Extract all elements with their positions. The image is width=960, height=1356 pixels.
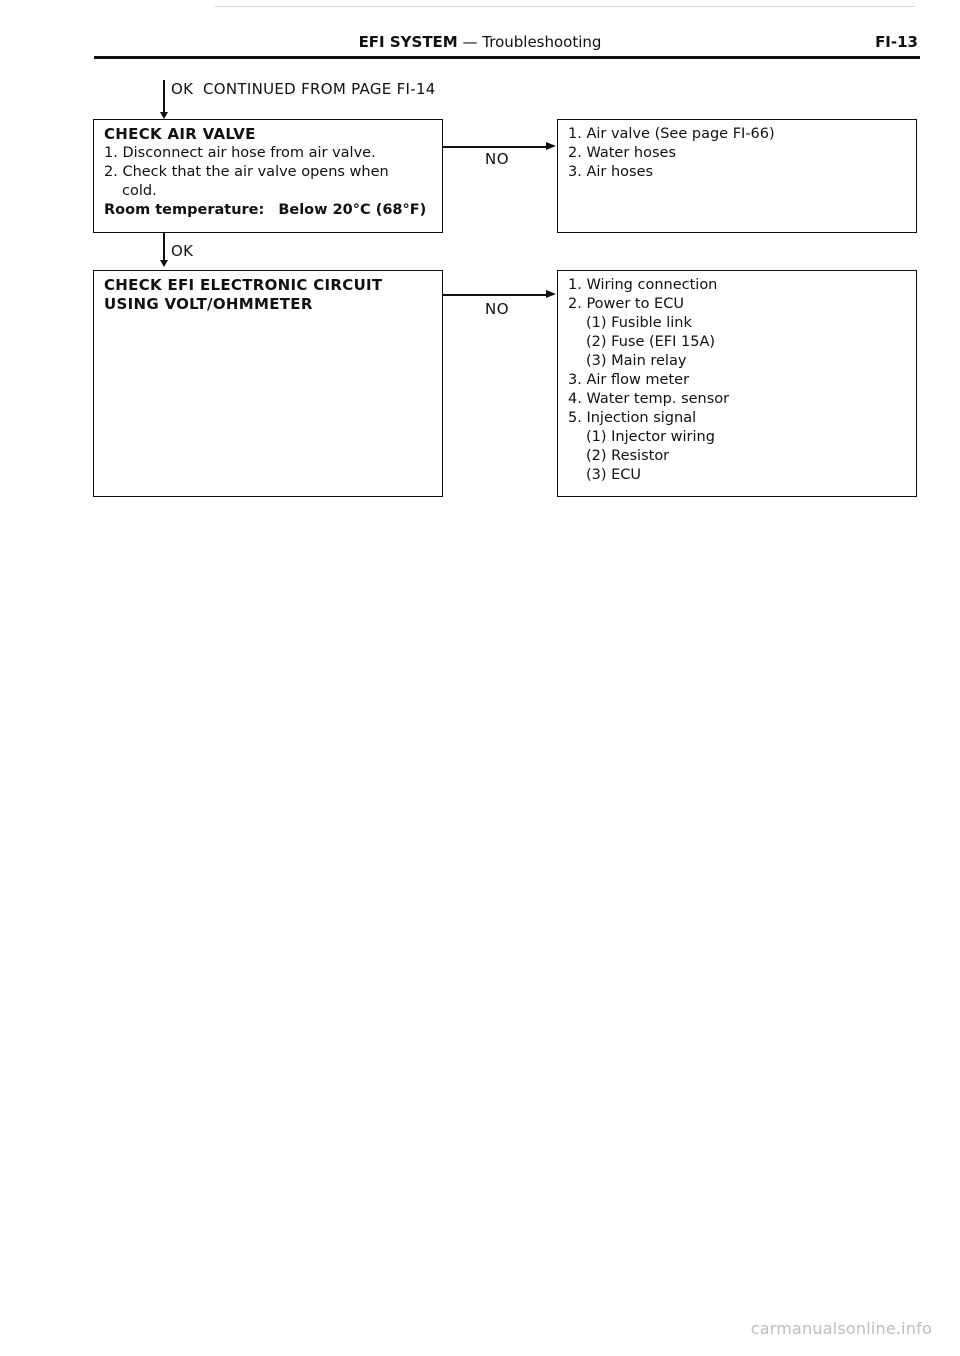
list-item: 1. Air valve (See page FI-66): [568, 126, 775, 142]
efi-circuit-title-2: USING VOLT/OHMMETER: [104, 295, 313, 313]
header-title-bold: EFI SYSTEM: [358, 33, 458, 51]
check-air-valve-box: [93, 119, 443, 233]
list-item: 1. Wiring connection: [568, 277, 718, 293]
no-label-2: NO: [485, 300, 510, 318]
continued-from-text: CONTINUED FROM PAGE FI-14: [203, 80, 436, 98]
air-valve-causes-box: [557, 119, 917, 233]
no-connector-line-2: [443, 294, 547, 296]
spec-value: Below 20°C (68°F): [278, 202, 427, 218]
arrow-right-icon: [546, 290, 556, 298]
no-label-1: NO: [485, 150, 510, 168]
arrow-right-icon: [546, 142, 556, 150]
list-item: 2. Power to ECU: [568, 296, 684, 312]
air-valve-step-2: 2. Check that the air valve opens when: [104, 164, 389, 180]
list-item: 3. Air flow meter: [568, 372, 690, 388]
scan-edge-line: [215, 6, 915, 7]
list-item: (2) Fuse (EFI 15A): [586, 334, 716, 350]
air-valve-step-2-cont: cold.: [122, 183, 157, 199]
list-item: (3) ECU: [586, 467, 642, 483]
efi-causes-box: [557, 270, 917, 497]
list-item: 5. Injection signal: [568, 410, 697, 426]
arrow-down-icon: [160, 260, 168, 267]
page-header-title: [0, 33, 960, 51]
list-item: (2) Resistor: [586, 448, 670, 464]
ok-connector-line: [163, 233, 165, 260]
list-item: 2. Water hoses: [568, 145, 677, 161]
step1-ok-label: OK: [171, 242, 194, 260]
efi-circuit-title-1: CHECK EFI ELECTRONIC CIRCUIT: [104, 276, 383, 294]
list-item: 3. Air hoses: [568, 164, 654, 180]
arrow-down-icon: [160, 112, 168, 119]
spec-label: Room temperature:: [104, 202, 265, 218]
air-valve-spec: [104, 201, 432, 220]
air-valve-step-1: 1. Disconnect air hose from air valve.: [104, 145, 376, 161]
page-number: FI-13: [875, 33, 918, 51]
watermark-text: carmanualsonline.info: [750, 1319, 932, 1338]
check-efi-circuit-box: [93, 270, 443, 497]
list-item: (1) Injector wiring: [586, 429, 715, 445]
no-connector-line-1: [443, 146, 547, 148]
header-title-rest: — Troubleshooting: [457, 33, 602, 51]
check-air-valve-title: CHECK AIR VALVE: [104, 125, 256, 143]
list-item: (3) Main relay: [586, 353, 687, 369]
continued-ok-label: OK: [171, 80, 194, 98]
continued-connector-line: [163, 80, 165, 113]
air-valve-causes-list: [568, 125, 906, 182]
list-item: 4. Water temp. sensor: [568, 391, 730, 407]
header-rule: [94, 56, 920, 59]
efi-causes-list: [568, 276, 906, 485]
list-item: (1) Fusible link: [586, 315, 692, 331]
